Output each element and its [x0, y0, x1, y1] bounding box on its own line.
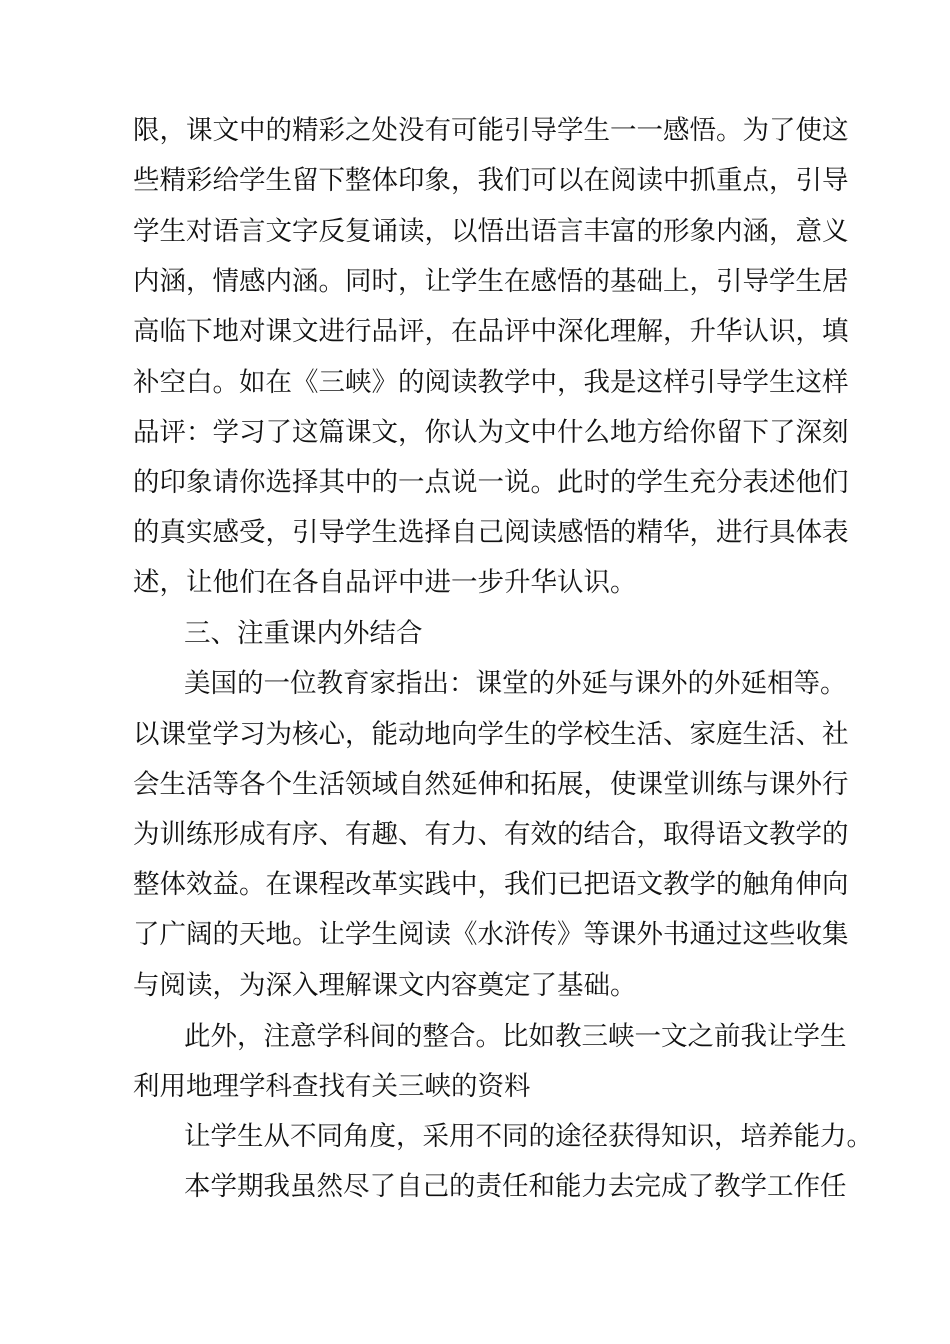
body-text-line: 美国的一位教育家指出：课堂的外延与课外的外延相等。	[184, 668, 847, 699]
body-text-line: 为训练形成有序、有趣、有力、有效的结合，取得语文教学的	[133, 819, 849, 850]
section-heading: 三、注重课内外结合	[184, 618, 423, 649]
body-text-line: 利用地理学科查找有关三峡的资料	[133, 1071, 531, 1102]
body-text-line: 高临下地对课文进行品评，在品评中深化理解，升华认识，填	[133, 316, 849, 347]
body-text-line: 学生对语言文字反复诵读，以悟出语言丰富的形象内涵，意义	[133, 216, 849, 247]
body-text-line: 了广阔的天地。让学生阅读《水浒传》等课外书通过这些收集	[133, 919, 849, 950]
body-text-line: 让学生从不同角度，采用不同的途径获得知识，培养能力。	[184, 1121, 873, 1152]
body-text-line: 会生活等各个生活领域自然延伸和拓展，使课堂训练与课外行	[133, 769, 849, 800]
body-text-line: 补空白。如在《三峡》的阅读教学中，我是这样引导学生这样	[133, 367, 849, 398]
body-text-line: 此外，注意学科间的整合。比如教三峡一文之前我让学生	[184, 1021, 847, 1052]
body-text-line: 限，课文中的精彩之处没有可能引导学生一一感悟。为了使这	[133, 115, 849, 146]
body-text-line: 品评：学习了这篇课文，你认为文中什么地方给你留下了深刻	[133, 417, 849, 448]
body-text-line: 内涵，情感内涵。同时，让学生在感悟的基础上，引导学生居	[133, 266, 849, 297]
body-text-line: 本学期我虽然尽了自己的责任和能力去完成了教学工作任	[184, 1171, 847, 1202]
body-text-line: 与阅读，为深入理解课文内容奠定了基础。	[133, 970, 637, 1001]
body-text-line: 的真实感受，引导学生选择自己阅读感悟的精华，进行具体表	[133, 517, 849, 548]
body-text-line: 些精彩给学生留下整体印象，我们可以在阅读中抓重点，引导	[133, 165, 849, 196]
body-text-line: 的印象请你选择其中的一点说一说。此时的学生充分表述他们	[133, 467, 849, 498]
body-text-line: 整体效益。在课程改革实践中，我们已把语文教学的触角伸向	[133, 869, 849, 900]
body-text-line: 以课堂学习为核心，能动地向学生的学校生活、家庭生活、社	[133, 719, 849, 750]
body-text-line: 述，让他们在各自品评中进一步升华认识。	[133, 567, 637, 598]
